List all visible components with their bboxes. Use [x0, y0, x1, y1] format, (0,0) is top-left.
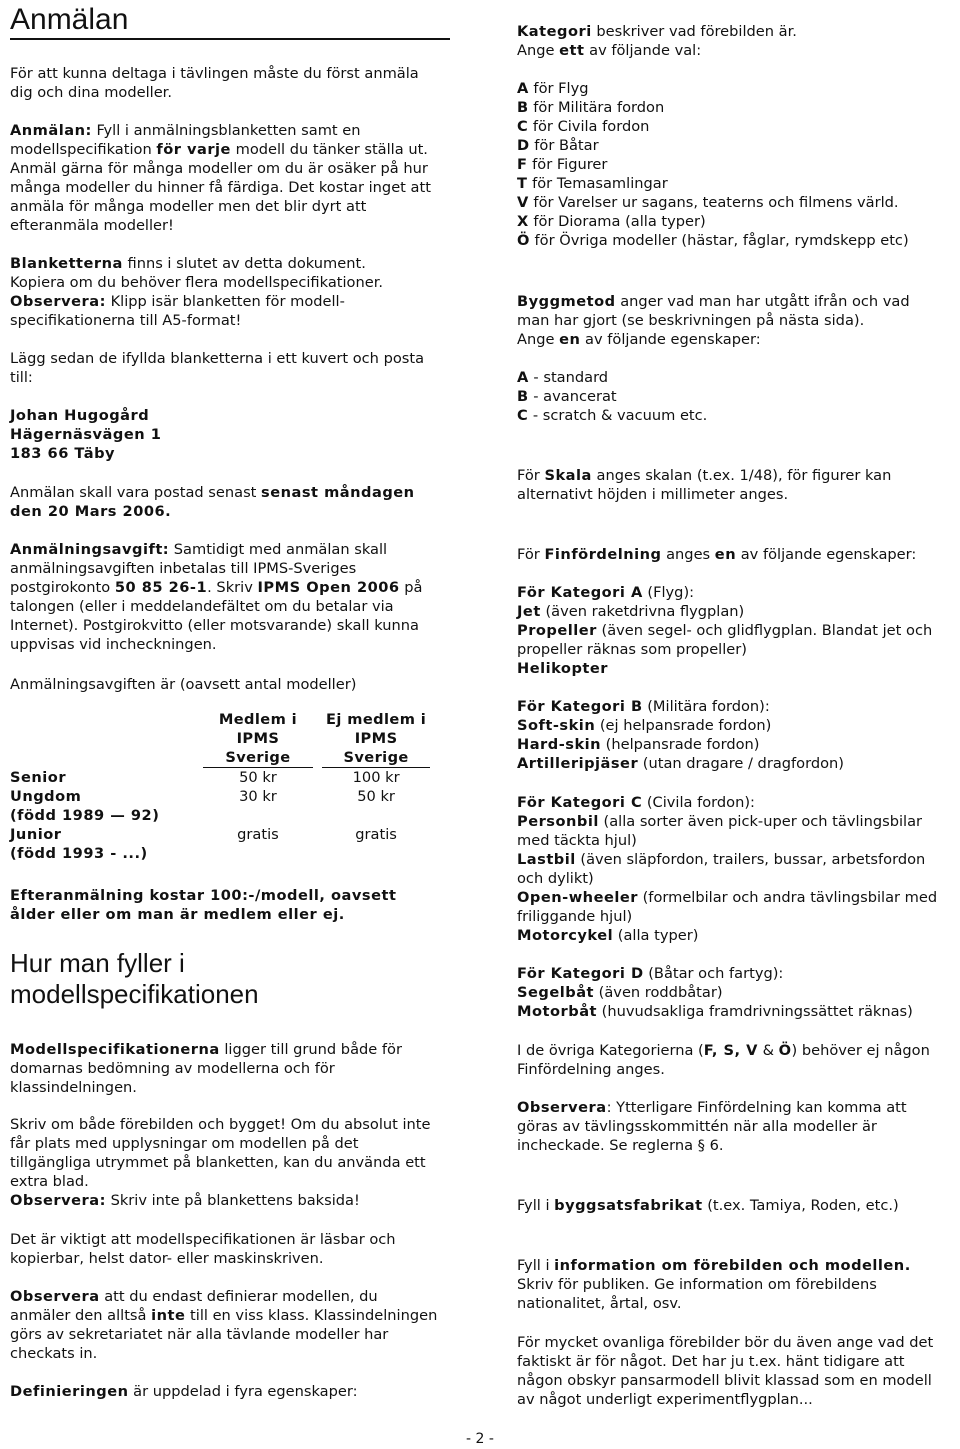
category-list	[517, 79, 952, 250]
category-item: A för Flyg	[517, 80, 589, 97]
fee-table	[10, 710, 430, 863]
kategori-intro: Kategori beskriver vad förebilden är. Ange ett av följande val:	[517, 23, 797, 59]
skala-paragraph: För Skala anges skalan (t.ex. 1/48), för figurer kan alternativt höjden i millimeter anges.	[517, 467, 892, 503]
fee-row: Senior 50 kr 100 kr	[10, 768, 400, 786]
kategori-a-block: För Kategori A (Flyg): Jet (även raketdrivna flygplan) Propeller (även segel- och glidflygplan. Blandat jet och propeller räknas som propeller) Helikopter	[517, 584, 933, 677]
page-number: - 2 -	[466, 1431, 494, 1447]
section-title: Hur man fyller i modellspecifikationen	[10, 948, 259, 1009]
page-title: Anmälan	[10, 3, 129, 36]
skriv-paragraph: Skriv om både förebilden och bygget! Om du absolut inte får plats med upplysningar om modellen på det tillgängliga utrymmet på blanketten, kan du använda ett extra blad. Observera: Skriv inte på blankettens baksida!	[10, 1116, 431, 1209]
category-item: F för Figurer	[517, 156, 608, 173]
efteranmalan: Efteranmälning kostar 100:-/modell, oavsett ålder eller om man är medlem eller ej.	[10, 887, 397, 923]
kategori-d-block: För Kategori D (Båtar och fartyg): Segelbåt (även roddbåtar) Motorbåt (huvudsakliga framdrivningssättet räknas)	[517, 965, 913, 1020]
ovriga-paragraph: I de övriga Kategorierna (F, S, V & Ö) behöver ej någon Finfördelning anges.	[517, 1042, 930, 1078]
fabrikat-paragraph: Fyll i byggsatsfabrikat (t.ex. Tamiya, Roden, etc.)	[517, 1197, 899, 1214]
category-item: X för Diorama (alla typer)	[517, 213, 706, 230]
category-item: Ö för Övriga modeller (hästar, fåglar, rymdskepp etc)	[517, 232, 909, 249]
viktigt-paragraph: Det är viktigt att modellspecifikationen är läsbar och kopierbar, helst dator- eller maskinskriven.	[10, 1231, 396, 1267]
category-item: C för Civila fordon	[517, 118, 650, 135]
method-item: C - scratch & vacuum etc.	[517, 407, 708, 424]
deadline-paragraph: Anmälan skall vara postad senast senast måndagen den 20 Mars 2006.	[10, 484, 415, 520]
blanketterna-paragraph: Blanketterna finns i slutet av detta dokument. Kopiera om du behöver flera modellspecifikationer. Observera: Klipp isär blanketten för modell-specifikationerna till A5-format!	[10, 255, 383, 329]
lagg-paragraph: Lägg sedan de ifyllda blanketterna i ett kuvert och posta till:	[10, 350, 425, 386]
fee-row: (född 1989 — 92)	[10, 807, 160, 824]
byggmetod-paragraph: Byggmetod anger vad man har utgått ifrån och vad man har gjort (se beskrivningen på nästa sida). Ange en av följande egenskaper:	[517, 293, 910, 348]
fee-row: Junior gratis gratis	[10, 826, 397, 843]
category-item: T för Temasamlingar	[517, 175, 668, 192]
method-item: A - standard	[517, 369, 609, 386]
anmalan-paragraph: Anmälan: Fyll i anmälningsblanketten samt en modellspecifikation för varje modell du tänker ställa ut. Anmäl gärna för många modeller om du är osäker på hur många modeller du hinner få färdiga. Det kostar inget att anmäla för många modeller men det blir dyrt att efteranmäla modeller!	[10, 122, 431, 234]
kategori-c-block: För Kategori C (Civila fordon): Personbil (alla sorter även pick-uper och tävlingsbilar med täckta hjul) Lastbil (även släpfordon, trailers, bussar, arbetsfordon och dylikt) Open-wheeler (formelbilar och andra tävlingsbilar med friliggande hjul) Motorcykel (alla typer)	[517, 794, 938, 944]
fee-header-nonmember: Ej medlem i IPMS Sverige	[322, 710, 430, 768]
fee-row: (född 1993 - ...)	[10, 845, 148, 862]
ms-paragraph: Modellspecifikationerna ligger till grund både för domarnas bedömning av modellerna och för klassindelningen.	[10, 1041, 402, 1096]
address-block: Johan Hugogård Hägernäsvägen 1 183 66 Täby	[10, 407, 162, 462]
finfordelning-paragraph: För Finfördelning anges en av följande egenskaper:	[517, 546, 917, 563]
info-paragraph: Fyll i information om förebilden och modellen. Skriv för publiken. Ge information om förebildens nationalitet, årtal, osv.	[517, 1257, 911, 1312]
title-rule	[10, 38, 450, 40]
category-item: V för Varelser ur sagans, teaterns och filmens värld.	[517, 194, 899, 211]
def-paragraph: Definieringen är uppdelad i fyra egenskaper:	[10, 1383, 358, 1400]
avgift-oavsett: Anmälningsavgiften är (oavsett antal modeller)	[10, 676, 357, 693]
kategori-b-block: För Kategori B (Militära fordon): Soft-skin (ej helpansrade fordon) Hard-skin (helpansrade fordon) Artilleripjäser (utan dragare / dragfordon)	[517, 698, 844, 772]
obs3-paragraph: Observera att du endast definierar modellen, du anmäler den alltså inte till en viss klass. Klassindelningen görs av sekretariatet när alla tävlande modeller har checkats in.	[10, 1288, 438, 1362]
method-item: B - avancerat	[517, 388, 617, 405]
fee-row: Ungdom 30 kr 50 kr	[10, 788, 395, 805]
category-item: D för Båtar	[517, 137, 599, 154]
intro-text: För att kunna deltaga i tävlingen måste du först anmäla dig och dina modeller.	[10, 65, 419, 101]
fee-header-member: Medlem i IPMS Sverige	[203, 710, 313, 768]
obs-paragraph: Observera: Ytterligare Finfördelning kan komma att göras av tävlingsskommittén när alla modeller är incheckade. Se reglerna § 6.	[517, 1099, 907, 1154]
avgift-paragraph: Anmälningsavgift: Samtidigt med anmälan skall anmälningsavgiften inbetalas till IPMS-Sveriges postgirokonto 50 85 26-1. Skriv IPMS Open 2006 på talongen (eller i meddelandefältet om du betalar via Internet). Postgirokvitto (eller motsvarande) skall kunna uppvisas vid incheckningen.	[10, 541, 423, 653]
ovanlig-paragraph: För mycket ovanliga förebilder bör du även ange vad det faktiskt är för något. Det har ju t.ex. hänt tidigare att någon obskyr pansarmodell blivit klassad som en modell av något underligt experimentflygplan...	[517, 1334, 934, 1408]
category-item: B för Militära fordon	[517, 99, 665, 116]
method-list	[517, 368, 947, 425]
